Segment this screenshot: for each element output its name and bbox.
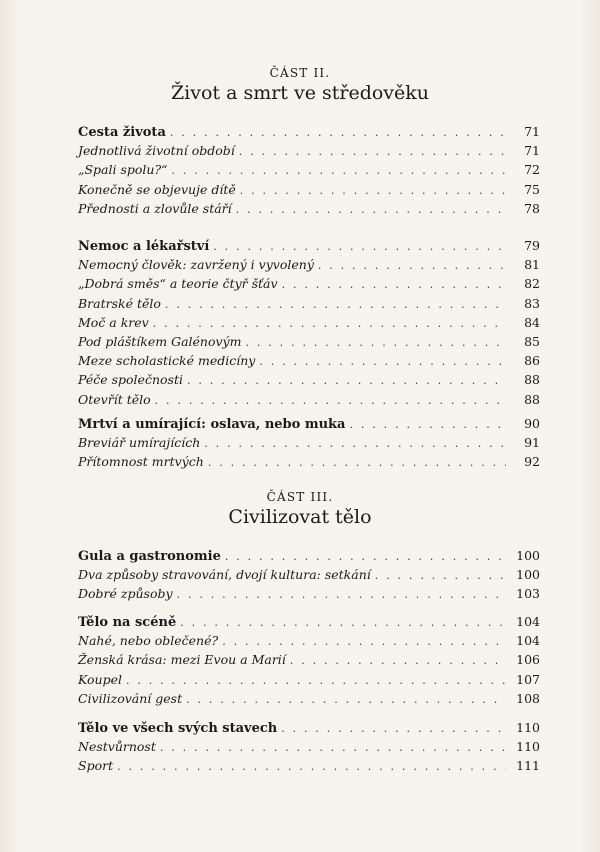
toc-entry-title: Koupel [78,671,122,687]
toc-page-number: 104 [516,633,540,649]
toc-page-number: 91 [524,435,540,451]
toc-entry-row [78,255,540,274]
leader-dots [318,256,506,275]
toc-entry-title: Civilizování gest [78,690,183,706]
leader-dots [213,237,506,256]
toc-page-number: 104 [516,614,540,629]
toc-entry-title: „Dobrá směs“ a teorie čtyř šťáv [78,276,278,292]
toc-page-number: 100 [516,548,540,563]
leader-dots [222,632,506,651]
toc-entry-row [78,689,540,708]
toc-entry-row [78,294,540,313]
leader-dots [172,161,506,180]
toc-entry-title: „Spali spolu?“ [78,162,168,178]
toc-section [78,718,540,776]
toc-entry-row [78,199,540,218]
toc-entry-row [78,180,540,199]
toc-section [78,546,540,604]
toc-heading-row [78,718,540,737]
toc-page-number: 88 [524,372,540,388]
leader-dots [349,415,506,434]
toc-page-number: 79 [524,238,540,253]
leader-dots [160,738,506,757]
toc-page-number: 110 [516,720,540,735]
toc-entry-title: Moč a krev [78,314,149,330]
toc-heading-title: Nemoc a lékařství [78,239,210,254]
toc-page-number: 111 [516,758,540,774]
toc-entry-row [78,756,540,775]
toc-entry-title: Bratrské tělo [78,295,161,311]
toc-page-number: 88 [524,391,540,407]
toc-section [78,612,540,708]
toc-entry-row [78,433,540,452]
toc-entry-title: Breviář umírajících [78,435,201,451]
toc-entry-row [78,452,540,471]
toc-entry-row [78,670,540,689]
part-label: ČÁST II. [269,66,331,80]
toc-page-number: 86 [524,353,540,369]
part-header [0,490,600,528]
toc-page-number: 110 [516,739,540,755]
leader-dots [281,719,506,738]
part-label: ČÁST III. [266,490,334,504]
toc-entry-row [78,737,540,756]
toc-page-number: 100 [516,567,540,583]
leader-dots [186,690,506,709]
toc-entry-title: Nemocný člověk: zavržený i vyvolený [78,257,314,273]
toc-page-number: 82 [524,276,540,292]
toc-page-number: 71 [524,143,540,159]
toc-page-number: 81 [524,257,540,273]
toc-entry-title: Jednotlivá životní období [78,143,235,159]
toc-page-number: 83 [524,295,540,311]
toc-page-number: 78 [524,200,540,216]
toc-entry-row [78,313,540,332]
toc-entry-title: Meze scholastické medicíny [78,353,256,369]
toc-section [78,414,540,472]
toc-entry-row [78,565,540,584]
toc-heading-row [78,122,540,141]
leader-dots [290,651,506,670]
toc-page-number: 72 [524,162,540,178]
toc-page-number: 107 [516,671,540,687]
toc-entry-title: Přednosti a zlovůle stáří [78,200,232,216]
toc-page-number: 108 [516,690,540,706]
part-title: Civilizovat tělo [228,506,372,528]
part-title: Život a smrt ve středověku [170,82,430,104]
toc-entry-title: Dobré způsoby [78,586,173,602]
toc-heading-row [78,612,540,631]
toc-entry-title: Sport [78,758,114,774]
toc-page-number: 71 [524,124,540,139]
toc-entry-row [78,141,540,160]
toc-entry-row [78,370,540,389]
toc-entry-row [78,631,540,650]
leader-dots [165,295,506,314]
toc-page-number: 106 [516,652,540,668]
toc-section [78,122,540,218]
toc-entry-title: Otevřít tělo [78,391,151,407]
toc-entry-title: Ženská krása: mezi Evou a Marií [78,652,286,668]
toc-entry-row [78,160,540,179]
toc-entry-title: Pod pláštíkem Galénovým [78,333,242,349]
toc-entry-title: Přítomnost mrtvých [78,454,204,470]
toc-page-number: 84 [524,314,540,330]
toc-entry-title: Péče společnosti [78,372,183,388]
toc-entry-row [78,332,540,351]
toc-entry-title: Nestvůrnost [78,739,156,755]
leader-dots [170,123,506,142]
leader-dots [282,275,506,294]
toc-entry-row [78,650,540,669]
toc-page-number: 85 [524,333,540,349]
toc-heading-row [78,414,540,433]
part-header [0,66,600,104]
toc-entry-title: Konečně se objevuje dítě [78,181,236,197]
toc-heading-title: Cesta života [78,125,166,140]
leader-dots [187,371,506,390]
toc-entry-title: Nahé, nebo oblečené? [78,633,219,649]
leader-dots [239,142,506,161]
toc-section [78,236,540,409]
toc-entry-row [78,274,540,293]
leader-dots [208,453,506,472]
toc-heading-title: Gula a gastronomie [78,549,221,564]
leader-dots [180,613,506,632]
toc-page-number: 75 [524,181,540,197]
leader-dots [155,391,506,410]
leader-dots [259,352,506,371]
leader-dots [117,757,506,776]
toc-heading-title: Tělo ve všech svých stavech [78,721,278,736]
leader-dots [225,547,506,566]
toc-entry-row [78,351,540,370]
toc-page-number: 103 [516,586,540,602]
toc-entry-row [78,584,540,603]
toc-heading-row [78,546,540,565]
leader-dots [236,200,506,219]
leader-dots [240,181,506,200]
leader-dots [153,314,506,333]
leader-dots [177,585,506,604]
toc-entry-row [78,390,540,409]
toc-heading-title: Tělo na scéně [78,615,177,630]
toc-heading-title: Mrtví a umírající: oslava, nebo muka [78,417,346,432]
toc-page-number: 92 [524,454,540,470]
leader-dots [245,333,506,352]
leader-dots [204,434,506,453]
leader-dots [126,671,506,690]
toc-page-number: 90 [524,416,540,431]
toc-entry-title: Dva způsoby stravování, dvojí kultura: setkání [78,567,371,583]
toc-heading-row [78,236,540,255]
leader-dots [375,566,506,585]
